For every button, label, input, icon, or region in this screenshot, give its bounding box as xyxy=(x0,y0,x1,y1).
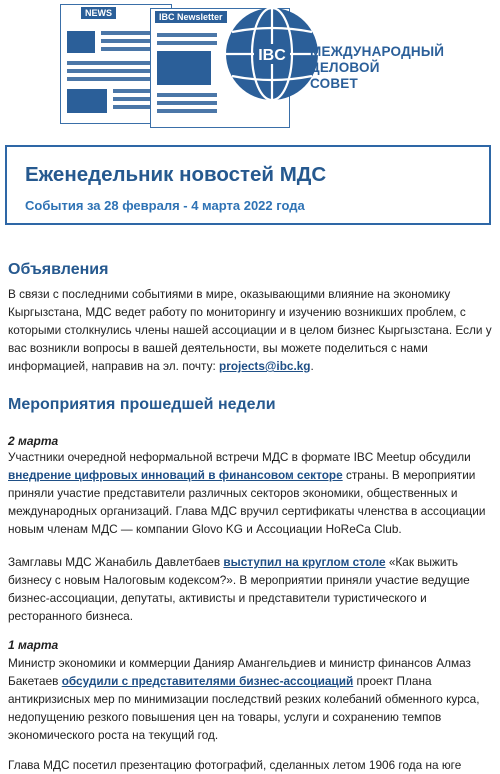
event-date-march-1: 1 марта xyxy=(8,638,59,652)
newsletter-title: Еженедельник новостей МДС xyxy=(25,163,327,186)
event-paragraph-meetup: Участники очередной неформальной встречи МДС в формате IBC Meetup обсудили внедрение цифровых инноваций в финансовом секторе страны. В мероприятии приняли участие представители различных секторов экономики, общественных и международных организаций. Глава МДС вручил сертификаты членства в ассоциации новым членам МДС — компании Glovo KG и Ассоциации HoReCa Club. xyxy=(8,450,486,536)
brand-line-1: МЕЖДУНАРОДНЫЙ xyxy=(310,44,445,59)
newsletter-header xyxy=(0,0,500,140)
newsletter-tag: IBC Newsletter xyxy=(155,11,227,23)
brand-line-3: СОВЕТ xyxy=(310,76,358,91)
brand-name xyxy=(310,44,490,92)
events-heading: Мероприятия прошедшей недели xyxy=(8,396,276,413)
event-paragraph-ministers: Министр экономики и коммерции Данияр Амангельдиев и министр финансов Алмаз Бакетаев обсудили с представителями бизнес-ассоциаций проект Плана антикризисных мер по минимизации последствий резких колебаний обменного курса, недопущению резкого повышения цен на товары, услуги и сохранению темпов экономического роста на текущий год. xyxy=(8,656,480,742)
digital-innovations-link[interactable]: внедрение цифровых инноваций в финансовом секторе xyxy=(8,468,343,482)
title-box xyxy=(5,145,491,225)
announcements-heading: Объявления xyxy=(8,261,109,278)
business-associations-link[interactable]: обсудили с представителями бизнес-ассоциаций xyxy=(61,674,354,688)
newsletter-date-range: События за 28 февраля - 4 марта 2022 года xyxy=(25,198,305,213)
announcements-text: В связи с последними событиями в мире, оказывающими влияние на экономику Кыргызстана, МДС ведет работу по мониторингу и изучению возникших проблем, с которыми столкнулись члены нашей ассоциации и в целом бизнес Кыргызстана. Если у вас возникли вопросы в вашей деятельности, вы можете поделиться с нами информацией, направив на эл. почту: projects@ibc.kg. xyxy=(8,287,492,373)
news-tag: NEWS xyxy=(81,7,116,19)
event-paragraph-round-table: Замглавы МДС Жанабиль Давлетбаев выступил на круглом столе «Как выжить бизнесу с новым Налоговым кодексом?». В мероприятии приняли участие ведущие бизнес-ассоциации, депутаты, активисты и представители туристического и ресторанного бизнеса. xyxy=(8,555,470,623)
contact-email-link[interactable]: projects@ibc.kg xyxy=(219,359,311,373)
brand-line-2: ДЕЛОВОЙ xyxy=(310,60,380,75)
event-date-march-2: 2 марта xyxy=(8,434,59,448)
logo-text: IBC xyxy=(258,47,286,64)
round-table-link[interactable]: выступил на круглом столе xyxy=(223,555,386,569)
event-paragraph-photo-presentation: Глава МДС посетил презентацию фотографий, сделанных летом 1906 года на юге xyxy=(8,758,462,772)
ibc-globe-logo xyxy=(222,4,322,104)
